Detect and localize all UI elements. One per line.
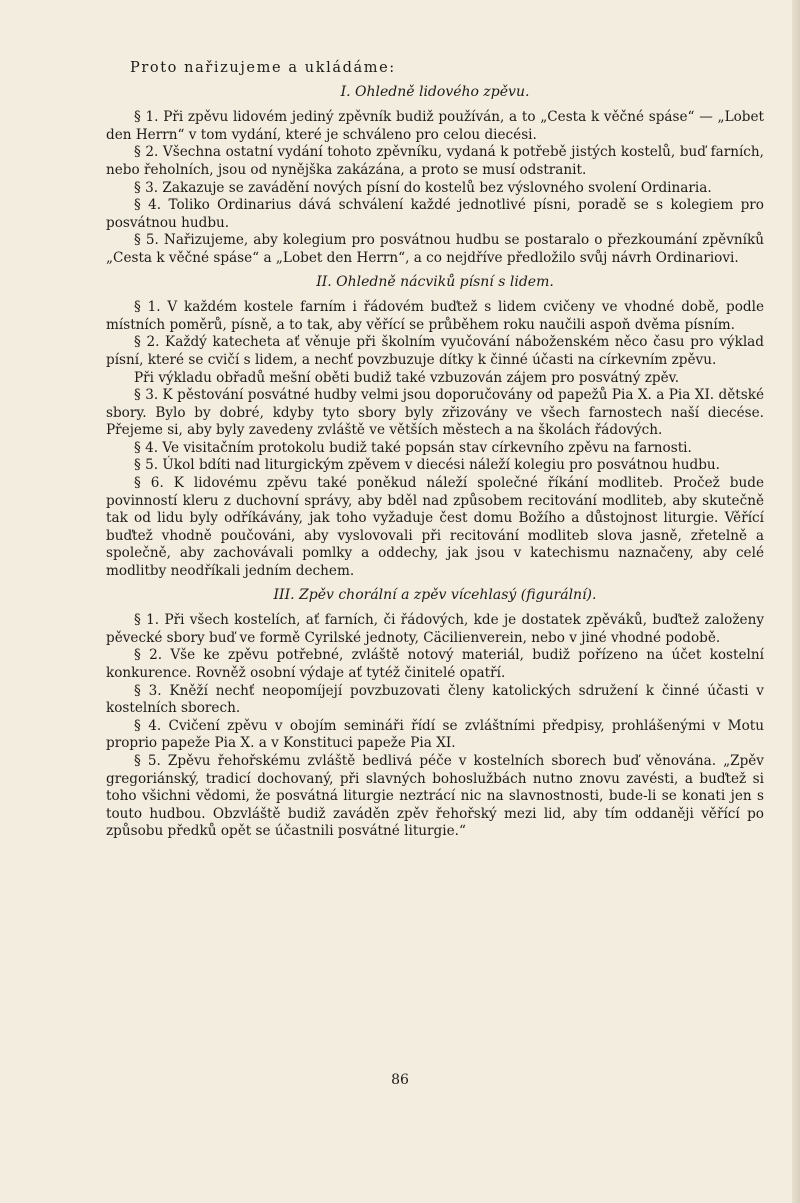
paragraph: § 5. Nařizujeme, aby kolegium pro posvátnou hudbu se postaralo o přezkoumání zpěvníků „Cesta k věčné spáse“ a „Lobet den Herrn“, a co nejdříve předložilo svůj návrh Ordinariovi. [106,232,764,266]
paragraph: § 3. Kněží nechť neopomíjejí povzbuzovati členy katolických sdružení k činné účasti v kostelních sborech. [106,682,764,717]
paragraph: § 1. Při všech kostelích, ať farních, či řádových, kde je dostatek zpěváků, buďtež založeny pěvecké sbory buď ve formě Cyrilské jednoty, Cäcilienverein, nebo v jiné vhodné podobě. [106,612,764,646]
page-edge [792,0,800,1203]
paragraph: § 1. Při zpěvu lidovém jediný zpěvník budiž používán, a to „Cesta k věčné spáse“ — „Lobet den Herrn“ v tom vydání, které je schváleno pro celou diecési. [106,109,764,143]
paragraph: § 3. Zakazuje se zavádění nových písní do kostelů bez výslovného svolení Ordinaria. [134,179,712,196]
section-2 [106,274,764,581]
paragraph: Při výkladu obřadů mešní oběti budiž také vzbuzován zájem pro posvátný zpěv. [134,369,680,386]
document-page [106,60,764,841]
paragraph: § 4. Toliko Ordinarius dává schválení každé jednotlivé písni, poradě se s kolegiem pro posvátnou hudbu. [106,197,764,231]
paragraph: § 1. V každém kostele farním i řádovém buďtež s lidem cvičeny ve vhodné době, podle místních poměrů, písně, a to tak, aby věřící se průběhem roku naučili aspoň dvěma písním. [106,299,764,333]
section-title: III. Zpěv chorální a zpěv vícehlasý (figurální). [273,586,597,603]
page-number: 86 [391,1072,409,1088]
section-title: I. Ohledně lidového zpěvu. [340,83,530,100]
section-1 [106,84,764,268]
paragraph: § 4. Ve visitačním protokolu budiž také popsán stav církevního zpěvu na farnosti. [134,439,692,456]
paragraph: § 6. K lidovému zpěvu také poněkud náleží společné říkání modliteb. Pročež bude povinností kleru z duchovní správy, aby bděl nad způsobem recitování modliteb, aby skutečně tak od lidu byly odříkávány, jak toho vyžaduje čest domu Božího a důstojnost liturgie. Věřící buďtež vhodně poučováni, aby vyslovovali při recitování modliteb slova jasně, zřetelně a společně, aby zachovávali pomlky a oddechy, jak jsou v katechismu naznačeny, aby celé modlitby neodříkali jedním dechem. [106,475,764,580]
lead-sentence: Proto nařizujeme a ukládáme: [130,60,396,76]
paragraph: § 2. Každý katecheta ať věnuje při školním vyučování náboženském něco času pro výklad písní, které se cvičí s lidem, a nechť povzbuzuje dítky k činné účasti na církevním zpěvu. [106,334,764,368]
paragraph: § 2. Všechna ostatní vydání tohoto zpěvníku, vydaná k potřebě jistých kostelů, buď farních, nebo řeholních, jsou od nynějška zakázána, a proto se musí odstranit. [106,144,764,178]
section-3 [106,587,764,841]
paragraph: § 5. Zpěvu řehořskému zvláště bedlivá péče v kostelních sborech buď věnována. „Zpěv gregoriánský, tradicí dochovaný, při slavných bohoslužbách nutno znovu zavésti, a buďtež si toho všichni vědomi, že posvátná liturgie neztrácí nic na slavnostnosti, bude-li se konati jen s touto hudbou. Obzvláště budiž zaváděn zpěv řehořský mezi lid, aby tím oddaněji věřící po způsobu předků opět se účastnili posvátné liturgie.“ [106,752,764,840]
paragraph: § 3. K pěstování posvátné hudby velmi jsou doporučovány od papežů Pia X. a Pia XI. dětské sbory. Bylo by dobré, kdyby tyto sbory byly zřizovány ve všech farnostech naší diecése. Přejeme si, aby byly zavedeny zvláště ve větších městech a na školách řádových. [106,387,764,439]
paragraph: § 2. Vše ke zpěvu potřebné, zvláště notový materiál, budiž pořízeno na účet kostelní konkurence. Rovněž osobní výdaje ať tytéž činitelé opatří. [106,647,764,681]
paragraph: § 5. Úkol bdíti nad liturgickým zpěvem v diecési náleží kolegiu pro posvátnou hudbu. [134,457,721,474]
section-title: II. Ohledně nácviků písní s lidem. [316,273,554,290]
paragraph: § 4. Cvičení zpěvu v obojím semináři řídí se zvláštními předpisy, prohlášenými v Motu proprio papeže Pia X. a v Konstituci papeže Pia XI. [106,717,764,752]
